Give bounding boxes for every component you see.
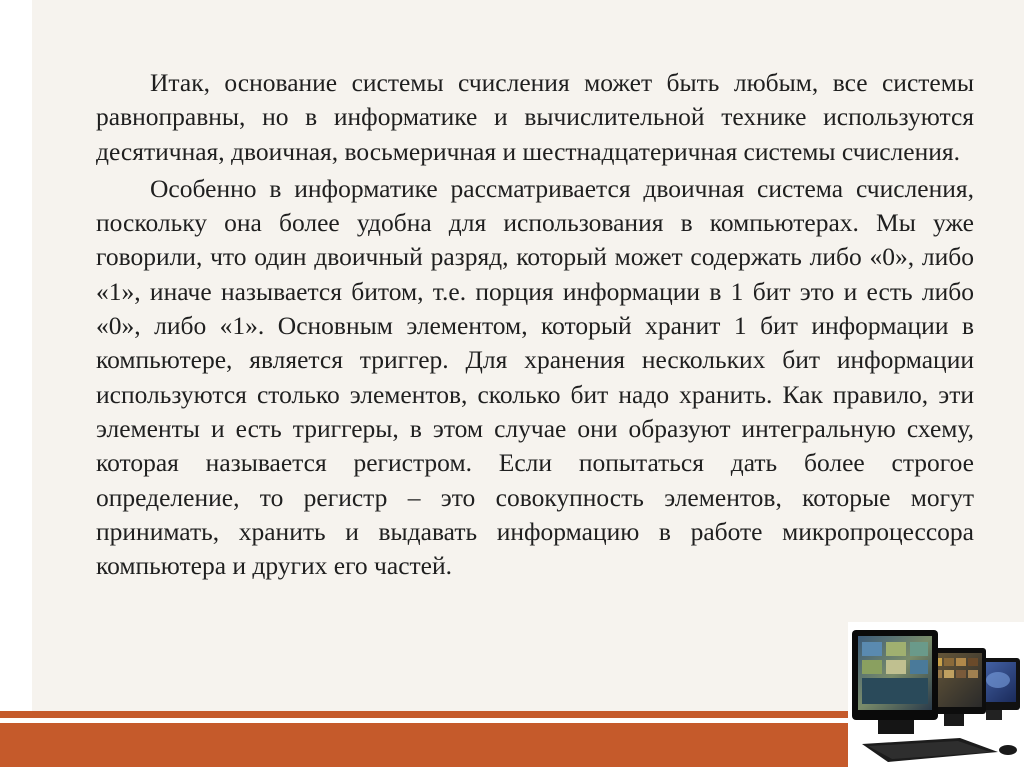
paragraph-2: Особенно в информатике рассматривается двоичная система счисления, поскольку она более удобна для использования в компьютерах. Мы уже говорили, что один двоичный разряд, который может содержать либо «0», либо «1», иначе называется битом, т.е. порция информации в 1 бит это и есть либо «0», либо «1». Основным элементом, который хранит 1 бит информации в компьютере, является триггер. Для хранения нескольких бит информации используются столько элементов, сколько бит надо хранить. Как правило, эти элементы и есть триггеры, в этом случае они образуют интегральную схему, которая называется регистром. Если попытаться дать более строгое определение, то регистр – это совокупность элементов, которые могут принимать, хранить и выдавать информацию в работе микропроцессора компьютера и других его частей. <box>96 173 974 581</box>
text-block <box>96 66 974 583</box>
monitors-photo-icon <box>848 622 1024 767</box>
paragraph-1: Итак, основание системы счисления может быть любым, все системы равноправны, но в информатике и вычислительной технике используются десятичная, двоичная, восьмеричная и шестнадцатеричная системы счисления. <box>96 68 974 166</box>
